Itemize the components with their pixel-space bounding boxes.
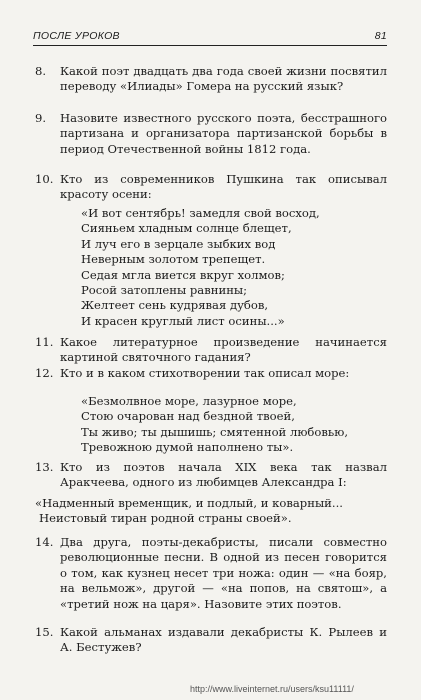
question-text: Два друга, поэты-декабристы, писали совместно революционные песни. В одной из песен говорится о том, как кузнец несет три ножа: один — «на бояр, на вельмож», другой — «на попов, на святош», а «третий нож на царя». Назовите этих поэтов. bbox=[60, 535, 387, 611]
question-number: 13. bbox=[35, 460, 54, 474]
question-10 bbox=[35, 172, 387, 203]
question-number: 9. bbox=[35, 111, 47, 125]
poem-line: Тревожною думой наполнено ты». bbox=[81, 440, 294, 455]
poem-line: Седая мгла виется вкруг холмов; bbox=[81, 267, 285, 282]
poem-line: «Безмолвное море, лазурное море, bbox=[81, 394, 297, 408]
poem-line: Стою очарован над бездной твоей, bbox=[81, 409, 295, 424]
question-11 bbox=[35, 335, 387, 366]
poem-line: Ты живо; ты дышишь; смятенной любовью, bbox=[81, 424, 349, 439]
question-text: Какой поэт двадцать два года своей жизни посвятил переводу «Илиады» Гомера на русский язык? bbox=[60, 64, 387, 94]
poem-line: И луч его в зерцале зыбких вод bbox=[81, 236, 276, 251]
poem-line: Росой затоплены равнины; bbox=[81, 283, 248, 298]
question-text: Кто и в каком стихотворении так описал море: bbox=[60, 366, 350, 380]
poem-line: И красен круглый лист осины...» bbox=[81, 313, 285, 328]
question-text: Кто из поэтов начала XIX века так назвал Аракчеева, одного из любимцев Александра I: bbox=[60, 460, 387, 490]
poem-line: Желтеет сень кудрявая дубов, bbox=[81, 298, 269, 313]
quote-arakcheev bbox=[35, 496, 387, 527]
question-text: Какой альманах издавали декабристы К. Рылеев и А. Бестужев? bbox=[60, 625, 387, 655]
quote-line: Неистовый тиран родной страны своей». bbox=[39, 511, 292, 526]
poem-line: «И вот сентябрь! замедля свой восход, bbox=[81, 206, 320, 220]
question-number: 14. bbox=[35, 535, 54, 549]
question-text: Назовите известного русского поэта, бесстрашного партизана и организатора партизанской борьбы в период Отечественной войны 1812 года. bbox=[60, 111, 387, 156]
running-header bbox=[33, 27, 387, 46]
section-title: ПОСЛЕ УРОКОВ bbox=[33, 30, 120, 42]
poem-line: Сияньем хладным солнце блещет, bbox=[81, 221, 292, 236]
question-number: 12. bbox=[35, 366, 54, 380]
quote-line: «Надменный временщик, и подлый, и коварный... bbox=[35, 496, 343, 510]
question-9 bbox=[35, 111, 387, 157]
poem-excerpt-autumn bbox=[81, 206, 391, 329]
poem-excerpt-sea bbox=[81, 394, 391, 456]
question-number: 11. bbox=[35, 335, 54, 349]
question-number: 8. bbox=[35, 64, 47, 78]
question-15 bbox=[35, 625, 387, 656]
poem-line: Неверным золотом трепещет. bbox=[81, 252, 266, 267]
question-number: 10. bbox=[35, 172, 54, 186]
question-8 bbox=[35, 64, 387, 95]
question-text: Какое литературное произведение начинается картиной святочного гадания? bbox=[60, 335, 387, 365]
page-number: 81 bbox=[374, 30, 387, 42]
question-number: 15. bbox=[35, 625, 54, 639]
question-12 bbox=[35, 366, 387, 381]
watermark-url: http://www.liveinternet.ru/users/ksu11111/ bbox=[190, 684, 354, 694]
question-14 bbox=[35, 535, 387, 612]
question-text: Кто из современников Пушкина так описывал красоту осени: bbox=[60, 172, 387, 202]
question-13 bbox=[35, 460, 387, 491]
